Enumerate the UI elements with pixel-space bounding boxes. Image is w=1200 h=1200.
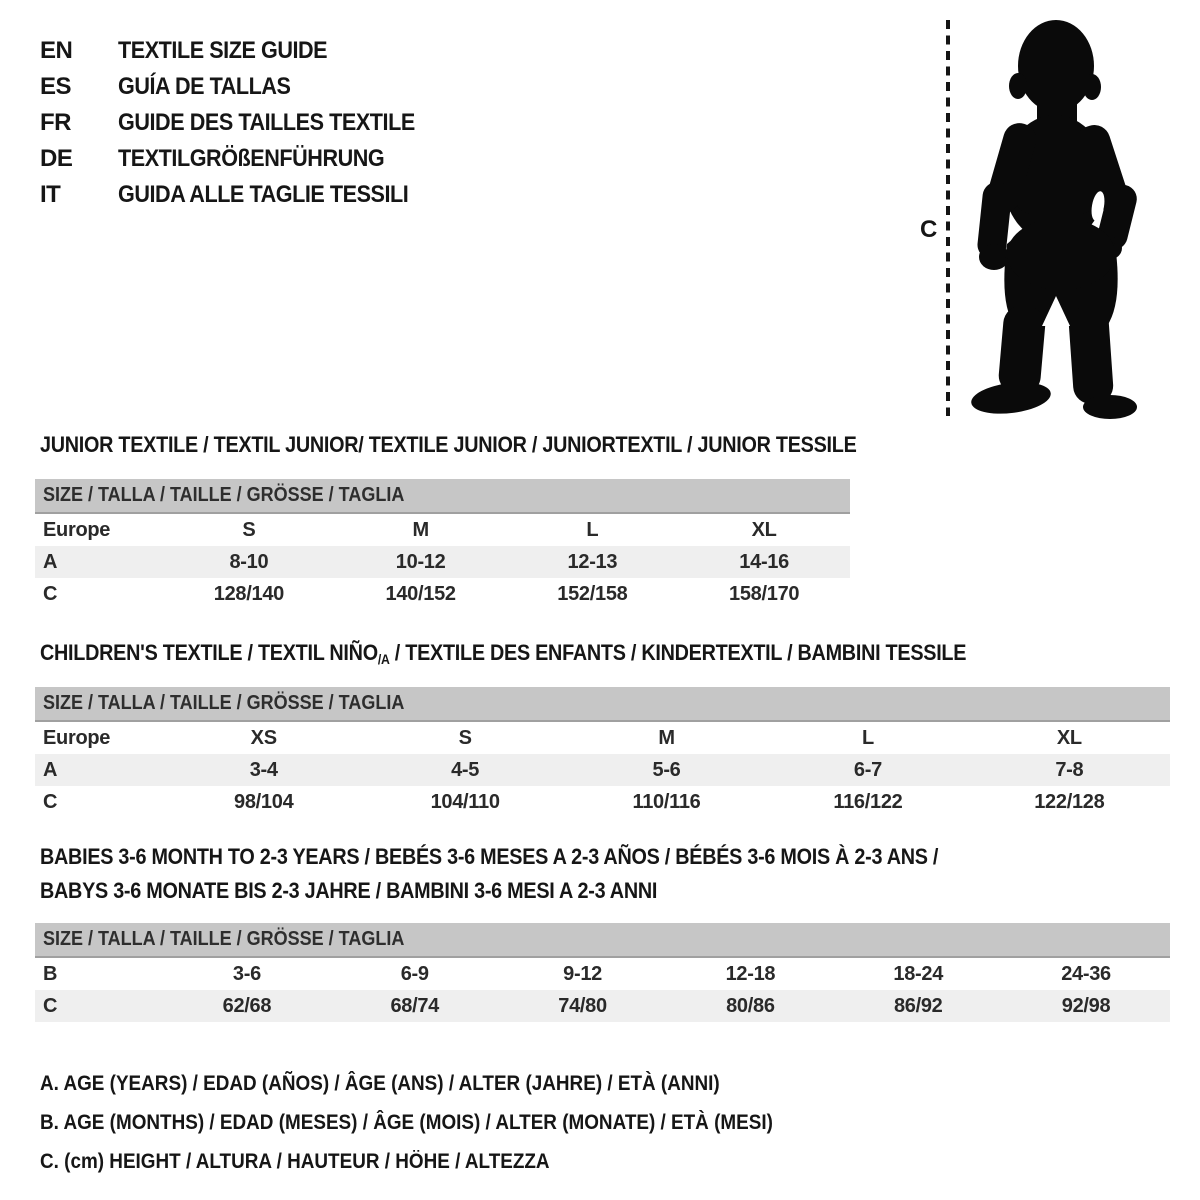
table-cell: 152/158: [557, 583, 628, 605]
table-cell: 6-9: [400, 963, 429, 985]
row-label: C: [43, 791, 58, 813]
table-row: [35, 958, 1170, 990]
language-row-de: [40, 141, 448, 177]
babies-size-table: [35, 923, 1170, 1022]
table-cell: 98/104: [234, 791, 294, 813]
table-cell: 62/68: [222, 995, 272, 1017]
row-label: C: [43, 995, 58, 1017]
table-row: [35, 514, 850, 546]
language-title-list: [40, 33, 448, 213]
table-row: [35, 578, 850, 610]
table-cell: 3-4: [249, 759, 278, 781]
babies-title-line1-text: BABIES 3-6 MONTH TO 2-3 YEARS / BEBÉS 3-6 MESES A 2-3 AÑOS / BÉBÉS 3-6 MOIS À 2-3 ANS /: [40, 844, 939, 869]
legend: [40, 1064, 854, 1181]
legend-line-b: [40, 1103, 854, 1142]
table-row: [35, 754, 1170, 786]
row-label: A: [43, 759, 58, 781]
children-section-title-text: [40, 640, 966, 667]
size-table-header: [35, 479, 850, 514]
children-size-table: [35, 687, 1170, 818]
table-cell: 74/80: [558, 995, 607, 1017]
height-measure-line: [944, 18, 952, 418]
row-label: Europe: [43, 727, 111, 749]
table-cell: 122/128: [1034, 791, 1105, 813]
table-cell: 110/116: [632, 791, 701, 813]
table-cell: S: [242, 519, 256, 541]
table-row: [35, 990, 1170, 1022]
table-cell: 18-24: [893, 963, 944, 985]
table-cell: 24-36: [1061, 963, 1111, 985]
table-cell: 12-18: [725, 963, 776, 985]
children-title-subscript: /A: [377, 652, 390, 667]
row-label: A: [43, 551, 58, 573]
children-title-pre: CHILDREN'S TEXTILE / TEXTIL NIÑO: [40, 640, 378, 665]
table-cell: 3-6: [232, 963, 261, 985]
table-cell: 86/92: [893, 995, 943, 1017]
junior-section-title: [40, 432, 947, 458]
language-row-fr: [40, 105, 448, 141]
legend-line-c: [40, 1142, 854, 1181]
size-table-header-text: SIZE / TALLA / TAILLE / GRÖSSE / TAGLIA: [43, 484, 405, 506]
language-code: DE: [40, 145, 73, 172]
language-code: FR: [40, 109, 71, 136]
junior-section-title-text: JUNIOR TEXTILE / TEXTIL JUNIOR/ TEXTILE JUNIOR / JUNIORTEXTIL / JUNIOR TESSILE: [40, 432, 857, 457]
row-label: B: [43, 963, 58, 985]
size-table-header: [35, 687, 1170, 722]
legend-line-a-text: A. AGE (YEARS) / EDAD (AÑOS) / ÂGE (ANS) / ALTER (JAHRE) / ETÀ (ANNI): [40, 1072, 720, 1095]
row-label: C: [43, 583, 58, 605]
size-table-header-text: SIZE / TALLA / TAILLE / GRÖSSE / TAGLIA: [43, 928, 405, 950]
junior-table-rows: [35, 514, 850, 610]
language-row-es: [40, 69, 448, 105]
row-label: Europe: [43, 519, 111, 541]
children-title-post: / TEXTILE DES ENFANTS / KINDERTEXTIL / BAMBINI TESSILE: [389, 640, 967, 665]
table-cell: L: [586, 519, 599, 541]
table-cell: M: [412, 519, 429, 541]
table-cell: 104/110: [430, 791, 500, 813]
table-cell: M: [658, 727, 675, 749]
legend-line-a: [40, 1064, 854, 1103]
table-cell: 7-8: [1055, 759, 1084, 781]
table-cell: 92/98: [1061, 995, 1111, 1017]
language-title: TEXTILGRÖßENFÜHRUNG: [118, 145, 385, 172]
language-title: TEXTILE SIZE GUIDE: [118, 37, 328, 64]
table-cell: 12-13: [567, 551, 618, 573]
table-cell: 4-5: [451, 759, 480, 781]
table-cell: XS: [250, 727, 277, 749]
table-cell: XL: [1056, 727, 1082, 749]
junior-size-table: [35, 479, 850, 610]
table-cell: 128/140: [213, 583, 284, 605]
table-cell: 140/152: [385, 583, 456, 605]
babies-section-title-line2: [40, 878, 726, 904]
table-row: [35, 722, 1170, 754]
table-cell: 6-7: [853, 759, 882, 781]
language-code: IT: [40, 181, 61, 208]
language-row-en: [40, 33, 448, 69]
table-cell: S: [458, 727, 472, 749]
table-cell: 10-12: [395, 551, 446, 573]
language-title: GUIDE DES TAILLES TEXTILE: [118, 109, 415, 136]
babies-title-line2-text: BABYS 3-6 MONATE BIS 2-3 JAHRE / BAMBINI 3-6 MESI A 2-3 ANNI: [40, 878, 658, 903]
table-row: [35, 786, 1170, 818]
table-cell: 80/86: [726, 995, 775, 1017]
table-cell: 116/122: [833, 791, 903, 813]
size-table-header: [35, 923, 1170, 958]
size-table-header-text: SIZE / TALLA / TAILLE / GRÖSSE / TAGLIA: [43, 692, 405, 714]
language-code: ES: [40, 73, 72, 100]
table-cell: XL: [751, 519, 777, 541]
height-measure-label: C: [920, 216, 938, 243]
children-section-title: [40, 640, 1069, 667]
children-table-rows: [35, 722, 1170, 818]
language-title: GUIDA ALLE TAGLIE TESSILI: [118, 181, 409, 208]
table-cell: 68/74: [390, 995, 440, 1017]
table-cell: 158/170: [729, 583, 800, 605]
language-title: GUÍA DE TALLAS: [118, 73, 291, 100]
babies-section-title-line1: [40, 844, 1038, 870]
babies-table-rows: [35, 958, 1170, 1022]
table-cell: 8-10: [229, 551, 269, 573]
table-cell: L: [861, 727, 874, 749]
legend-line-b-text: B. AGE (MONTHS) / EDAD (MESES) / ÂGE (MOIS) / ALTER (MONATE) / ETÀ (MESI): [40, 1111, 773, 1134]
table-cell: 9-12: [563, 963, 602, 985]
toddler-silhouette-icon: [955, 14, 1145, 424]
table-row: [35, 546, 850, 578]
table-cell: 5-6: [652, 759, 681, 781]
table-cell: 14-16: [739, 551, 789, 573]
language-row-it: [40, 177, 448, 213]
legend-line-c-text: C. (cm) HEIGHT / ALTURA / HAUTEUR / HÖHE / ALTEZZA: [40, 1150, 550, 1173]
language-code: EN: [40, 37, 73, 64]
